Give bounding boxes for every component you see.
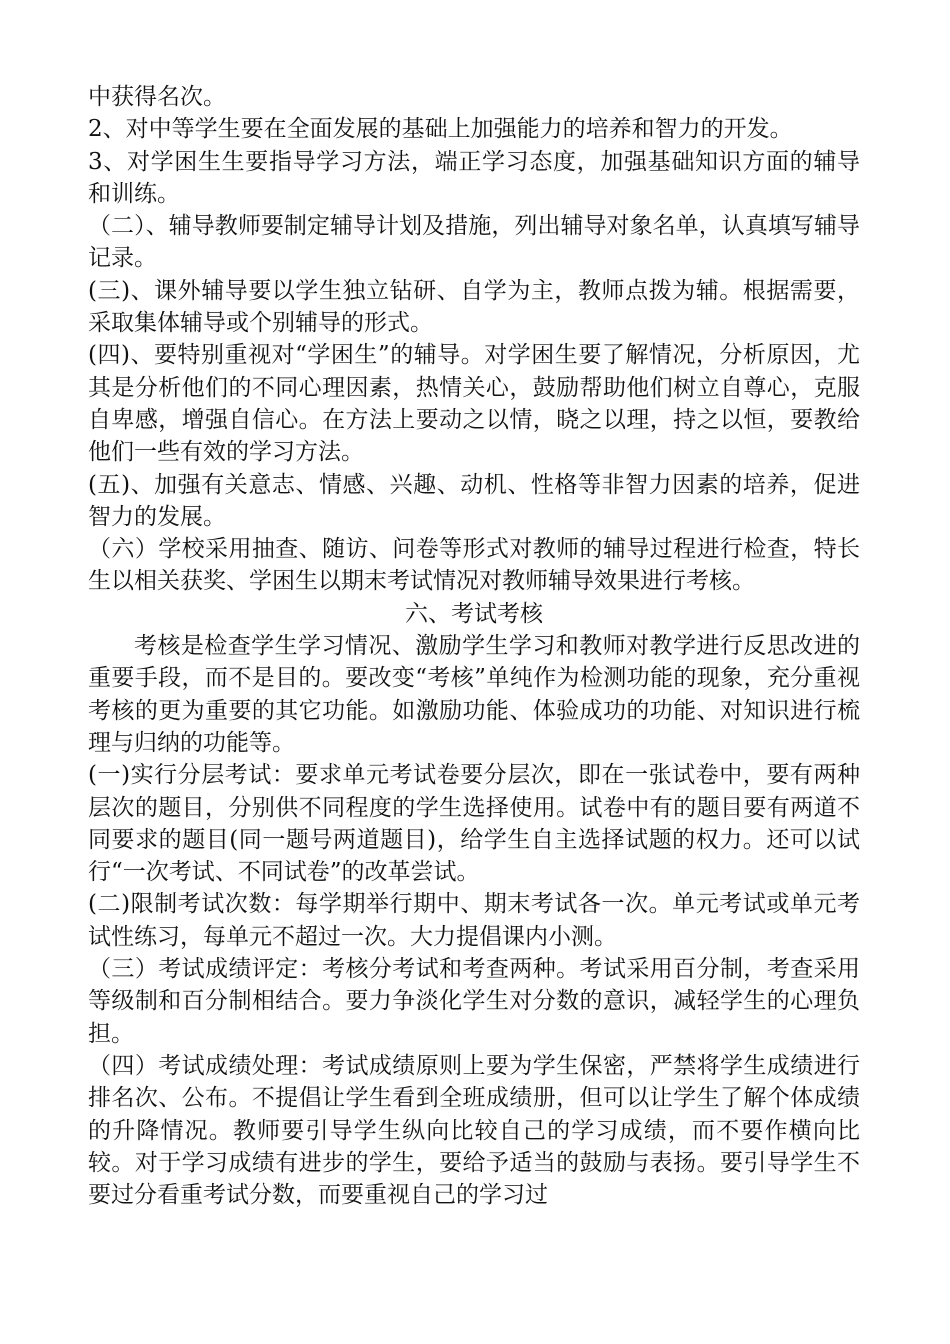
paragraph-ranking-end: 中获得名次。	[88, 84, 226, 110]
section-heading: 六、考试考核	[405, 600, 543, 627]
paragraph-tutoring-plan: （二）、辅导教师要制定辅导计划及措施，列出辅导对象名单，认真填写辅导记录。	[88, 213, 860, 272]
paragraph-non-intellectual-factors: (五)、加强有关意志、情感、兴趣、动机、性格等非智力因素的培养，促进智力的发展。	[88, 471, 860, 530]
paragraph-grade-evaluation: （三）考试成绩评定：考核分考试和考查两种。考试采用百分制，考查采用等级制和百分制相结合。要力争淡化学生对分数的意识，减轻学生的心理负担。	[88, 956, 860, 1047]
paragraph-tiered-exams: (一)实行分层考试：要求单元考试卷要分层次，即在一张试卷中，要有两种层次的题目，分别供不同程度的学生选择使用。试卷中有的题目要有两道不同要求的题目(同一题号两道题目)，给学生自主选择试题的权力。还可以试行“一次考试、不同试卷”的改革尝试。	[88, 762, 860, 886]
document-page	[88, 81, 860, 1211]
paragraph-middle-students: 2、对中等学生要在全面发展的基础上加强能力的培养和智力的开发。	[88, 116, 793, 143]
paragraph-tutoring-inspection: （六）学校采用抽查、随访、问卷等形式对教师的辅导过程进行检查，特长生以相关获奖、学困生以期末考试情况对教师辅导效果进行考核。	[88, 536, 860, 595]
paragraph-exam-limits: (二)限制考试次数：每学期举行期中、期末考试各一次。单元考试或单元考试性练习，每单元不超过一次。大力提倡课内小测。	[88, 891, 860, 950]
paragraph-assessment-intro: 考核是检查学生学习情况、激励学生学习和教师对教学进行反思改进的重要手段，而不是目的。要改变“考核”单纯作为检测功能的现象，充分重视考核的更为重要的其它功能。如激励功能、体验成功的功能、对知识进行梳理与归纳的功能等。	[88, 633, 860, 756]
paragraph-struggling-focus: (四)、要特别重视对“学困生”的辅导。对学困生要了解情况，分析原因，尤其是分析他们的不同心理因素，热情关心，鼓励帮助他们树立自尊心，克服自卑感，增强自信心。在方法上要动之以情，晓之以理，持之以恒，要教给他们一些有效的学习方法。	[88, 342, 860, 466]
paragraph-struggling-students: 3、对学困生生要指导学习方法，端正学习态度，加强基础知识方面的辅导和训练。	[88, 148, 860, 207]
paragraph-grade-handling: （四）考试成绩处理：考试成绩原则上要为学生保密，严禁将学生成绩进行排名次、公布。不提倡让学生看到全班成绩册，但可以让学生了解个体成绩的升降情况。教师要引导学生纵向比较自己的学习成绩，而不要作横向比较。对于学习成绩有进步的学生，要给予适当的鼓励与表扬。要引导学生不要过分看重考试分数，而要重视自己的学习过	[88, 1052, 860, 1209]
paragraph-extracurricular-tutoring: (三)、课外辅导要以学生独立钻研、自学为主，教师点拨为辅。根据需要，采取集体辅导或个别辅导的形式。	[88, 277, 860, 337]
